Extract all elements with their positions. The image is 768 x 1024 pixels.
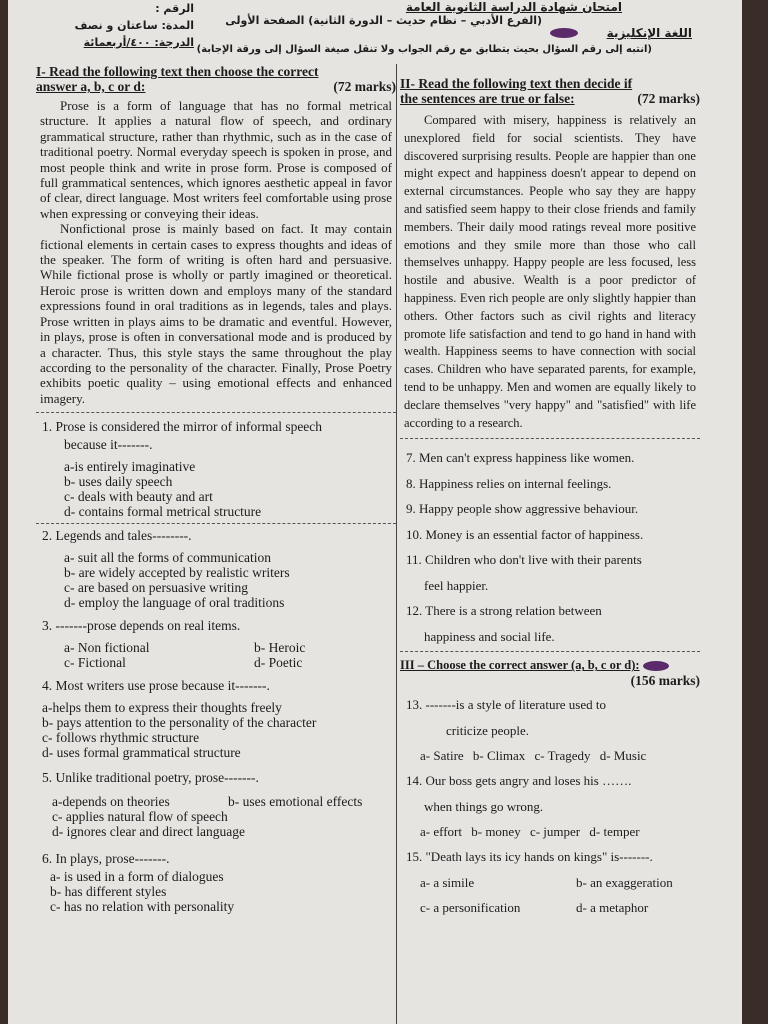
option-3d: d- Poetic	[254, 655, 303, 671]
left-column	[36, 64, 397, 1024]
question-7: 7. Men can't express happiness like women.	[406, 450, 635, 466]
question-1-cont: because it-------.	[64, 437, 153, 453]
option-5b: b- uses emotional effects	[228, 794, 363, 810]
option-15c: c- a personification	[420, 899, 521, 915]
option-13d: d- Music	[599, 748, 647, 764]
option-6c: c- has no relation with personality	[50, 899, 235, 915]
option-6b: b- has different styles	[50, 884, 167, 900]
question-6: 6. In plays, prose-------.	[42, 851, 170, 867]
ink-blot	[550, 28, 578, 38]
section1-heading	[36, 64, 396, 94]
option-15a: a- a simile	[420, 874, 475, 890]
exam-grade: الدرجة: ٤٠٠/أربعمائة	[83, 36, 194, 49]
options-15-row2	[420, 895, 700, 920]
question-10: 10. Money is an essential factor of happiness.	[406, 526, 644, 542]
options-15-row1	[420, 870, 700, 895]
exam-sheet	[8, 0, 742, 1024]
section1-title-line1: I- Read the following text then choose the correct	[36, 64, 319, 79]
question-13-text: 13. -------is a style of literature used to	[406, 697, 606, 713]
divider	[400, 438, 700, 439]
divider	[400, 651, 700, 652]
question-13-cont: criticize people.	[446, 722, 530, 738]
question-11-cont: feel happier.	[424, 577, 489, 593]
passage-paragraph-1: Prose is a form of language that has no formal metrical structure. It applies a natural flow of speech, and ordinary grammatical structure, rather than rhythmic, such as in the case of traditional poetry. Normal everyday speech is spoken in prose, and most people think and write in prose form. Prose is composed of full grammatical sentences, which ignores aesthetic appeal in favor of clear, direct language. Most writers feel comfortable using prose when expressing or conveying their ideas.	[40, 98, 392, 221]
option-5c: c- applies natural flow of speech	[52, 809, 228, 825]
question-15: 15. "Death lays its icy hands on kings" is-------.	[406, 849, 653, 865]
passage2-paragraph: Compared with misery, happiness is relatively an unexplored field for social scientists. They have discovered surprising results. People are happier than one might expect and happiness doesn't appear to depend on external circumstances. People who say they are happy and satisfied seem happy to their close friends and family members. Their daily mood ratings reveal more positive emotions and they smile more than those who call themselves unhappy. Happy people are less focused, less hostile and abusive. Wealth is a poor predictor of happiness. Even rich people are only slightly happier than others. Other factors such as civil rights and literacy promote life satisfaction and tend to go hand in hand with wealth. Happiness seems to have connection with social cases. Children who have separated parents, for example, tend to be unhappy. Men and women are equally likely to declare themselves "very happy" and "satisfied" with life according to a research.	[404, 113, 696, 430]
option-1c: c- deals with beauty and art	[64, 489, 213, 505]
exam-subject: اللغة الإنكليزية	[606, 26, 692, 40]
question-4: 4. Most writers use prose because it-------.	[42, 678, 270, 694]
question-12-cont: happiness and social life.	[424, 628, 555, 644]
option-14d: d- temper	[589, 824, 640, 840]
section3-heading	[400, 658, 700, 689]
option-2c: c- are based on persuasive writing	[64, 580, 249, 596]
exam-title: امتحان شهادة الدراسة الثانوية العامة	[405, 0, 622, 14]
option-4c: c- follows rhythmic structure	[42, 730, 200, 746]
passage-paragraph-2: Nonfictional prose is mainly based on fact. It may contain fictional elements in certain cases to express thoughts and ideas of the speaker. The form of writing is often hard and persuasive. While fictional prose is wholly or partly imagined or theoretical. Heroic prose is written down and employs many of the standard expressions found in oral traditions as in legends, tales and plays. Prose written in plays aims to be dramatic and eventful. However, in plays, prose is often in conversational mode and is produced by a character. Thus, this style stays the same throughout the play according to the personality of the character. Finally, Prose Poetry exhibits poetic quality – using emotional effects and enhanced imagery.	[40, 221, 392, 406]
option-15d: d- a metaphor	[576, 899, 649, 915]
option-4a: a-helps them to express their thoughts freely	[42, 700, 282, 716]
option-5a: a-depends on theories	[52, 794, 170, 810]
option-3b: b- Heroic	[254, 640, 306, 656]
option-1a: a-is entirely imaginative	[64, 459, 196, 475]
option-1b: b- uses daily speech	[64, 474, 173, 490]
section2-heading	[400, 76, 700, 106]
right-column	[400, 76, 700, 1024]
section3-marks: (156 marks)	[630, 673, 700, 689]
section3-title: III – Choose the correct answer (a, b, c or d):	[400, 658, 640, 673]
option-14a: a- effort	[420, 824, 462, 840]
question-11	[406, 547, 700, 598]
ink-blot	[643, 661, 669, 671]
section2-passage	[404, 112, 696, 432]
question-12	[406, 598, 700, 649]
options-14	[420, 819, 700, 844]
option-13a: a- Satire	[420, 748, 464, 764]
divider	[36, 523, 396, 524]
option-4b: b- pays attention to the personality of the character	[42, 715, 317, 731]
option-13b: b- Climax	[472, 748, 526, 764]
section2-title-line1: II- Read the following text then decide if	[400, 76, 633, 91]
question-13	[406, 692, 700, 743]
options-3-row2	[64, 655, 396, 670]
options-13	[420, 743, 700, 768]
option-14b: b- money	[471, 824, 521, 840]
divider	[36, 412, 396, 413]
section1-passage	[40, 98, 392, 406]
section1-marks: (72 marks)	[333, 79, 396, 94]
option-2b: b- are widely accepted by realistic writers	[64, 565, 290, 581]
option-2d: d- employ the language of oral traditions	[64, 595, 285, 611]
options-3-row1	[64, 640, 396, 655]
option-13c: c- Tragedy	[534, 748, 591, 764]
exam-meta	[44, 0, 194, 51]
question-12-text: 12. There is a strong relation between	[406, 603, 602, 619]
question-3: 3. -------prose depends on real items.	[42, 618, 241, 634]
option-3a: a- Non fictional	[64, 640, 150, 656]
section2-title-line2: the sentences are true or false:	[400, 91, 575, 106]
question-14	[406, 768, 700, 819]
question-14-cont: when things go wrong.	[424, 798, 544, 814]
option-6a: a- is used in a form of dialogues	[50, 869, 224, 885]
number-label: الرقم :	[155, 2, 194, 15]
question-1: 1. Prose is considered the mirror of informal speech	[42, 419, 323, 435]
exam-note: (انتبه إلى رقم السؤال بحيث يتطابق مع رقم الجواب ولا تنقل صيغة السؤال إلى ورقة الإجابة)	[196, 44, 652, 55]
question-2: 2. Legends and tales--------.	[42, 528, 192, 544]
question-9: 9. Happy people show aggressive behaviour.	[406, 501, 639, 517]
option-2a: a- suit all the forms of communication	[64, 550, 271, 566]
question-14-text: 14. Our boss gets angry and loses his …….	[406, 773, 632, 789]
option-1d: d- contains formal metrical structure	[64, 504, 262, 520]
options-5-row1	[52, 794, 396, 809]
exam-branch: (الفرع الأدبي – نظام حديث – الدورة الثانية) الصفحة الأولى	[225, 14, 542, 27]
exam-duration: المدة: ساعتان و نصف	[74, 19, 194, 32]
option-14c: c- jumper	[529, 824, 581, 840]
option-15b: b- an exaggeration	[576, 874, 673, 890]
question-11-text: 11. Children who don't live with their parents	[406, 552, 642, 568]
exam-header	[8, 0, 742, 60]
option-4d: d- uses formal grammatical structure	[42, 745, 241, 761]
option-3c: c- Fictional	[64, 655, 126, 671]
question-5: 5. Unlike traditional poetry, prose-------.	[42, 770, 259, 786]
section2-marks: (72 marks)	[637, 91, 700, 106]
option-5d: d- ignores clear and direct language	[52, 824, 246, 840]
section1-title-line2: answer a, b, c or d:	[36, 79, 146, 94]
question-8: 8. Happiness relies on internal feelings.	[406, 475, 612, 491]
